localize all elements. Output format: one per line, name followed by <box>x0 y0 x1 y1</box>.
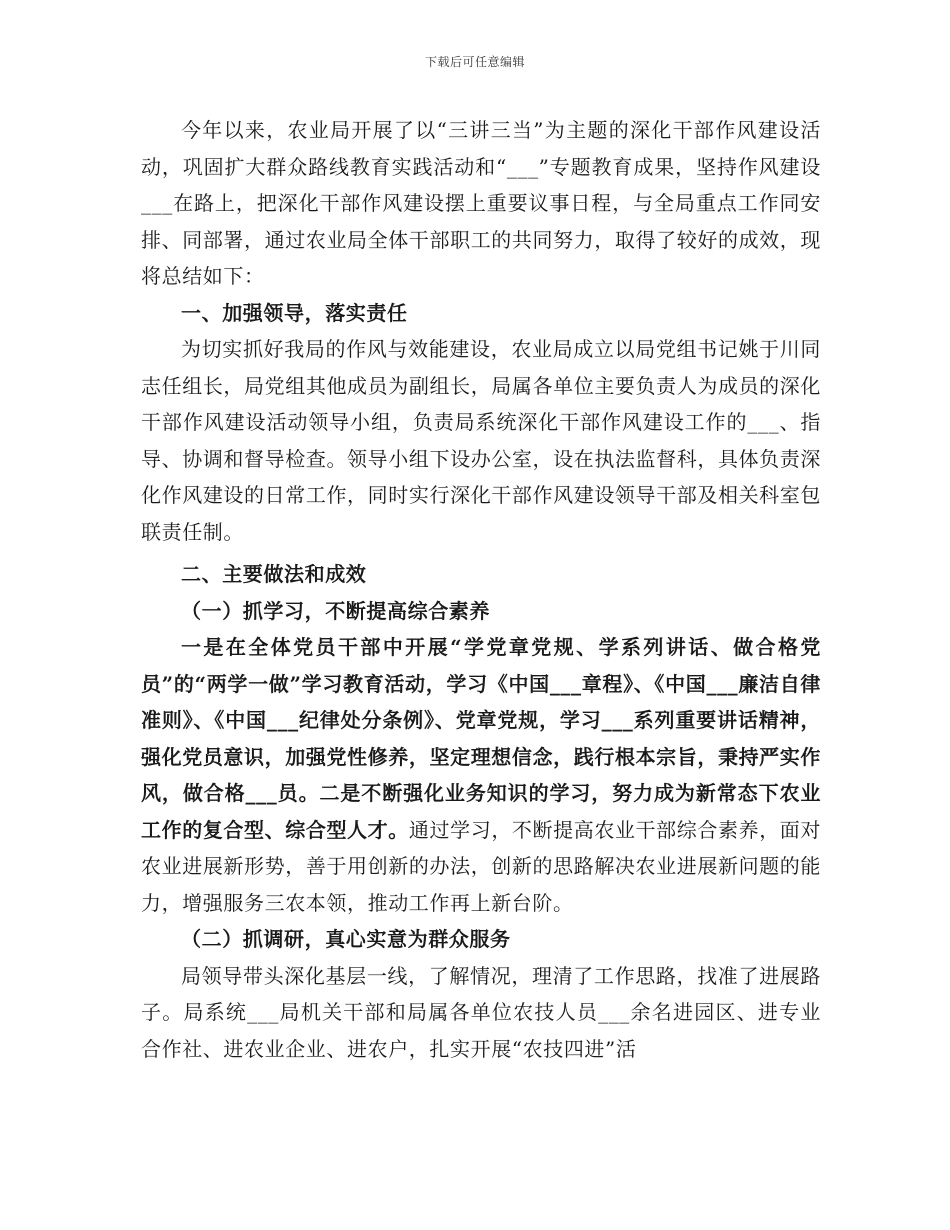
heading-subsection-1: （一）抓学习，不断提高综合素养 <box>181 598 490 623</box>
heading-section-1: 一、加强领导，落实责任 <box>181 300 408 325</box>
document-body <box>141 112 821 1067</box>
paragraph-research: 局领导带头深化基层一线，了解情况，理清了工作思路，找准了进展路子。局系统___局机关干部和局属各单位农技人员___余名进园区、进专业合作社、进农业企业、进农户，扎实开展“农技四进”活 <box>141 963 821 1061</box>
heading-section-2: 二、主要做法和成效 <box>181 562 367 586</box>
page-header: 下载后可任意编辑 <box>424 55 525 69</box>
paragraph-study-normal: 通过学习，不断提高农业干部综合素养，面对农业进展新形势，善于用创新的办法，创新的思路解决农业进展新问题的能力，增强服务三农本领，推动工作再上新台阶。 <box>141 817 822 915</box>
paragraph-intro: 今年以来，农业局开展了以“三讲三当”为主题的深化干部作风建设活动，巩固扩大群众路线教育实践活动和“___”专题教育成果，坚持作风建设___在路上，把深化干部作风建设摆上重要议事日程，与全局重点工作同安排、同部署，通过农业局全体干部职工的共同努力，取得了较好的成效，现将总结如下： <box>141 118 821 288</box>
paragraph-study <box>141 629 821 921</box>
paragraph-study-bold: 一是在全体党员干部中开展“学党章党规、学系列讲话、做合格党员”的“两学一做”学习教育活动，学习《中国___章程》、《中国___廉洁自律准则》、《中国___纪律处分条例》、党章党规，学习___系列重要讲话精神，强化党员意识，加强党性修养，坚定理想信念，践行根本宗旨，秉持严实作风，做合格___员。二是不断强化业务知识的学习，努力成为新常态下农业工作的复合型、综合型人才。 <box>141 635 821 842</box>
heading-subsection-2: （二）抓调研，真心实意为群众服务 <box>181 927 511 951</box>
paragraph-leadership: 为切实抓好我局的作风与效能建设，农业局成立以局党组书记姚于川同志任组长，局党组其他成员为副组长，局属各单位主要负责人为成员的深化干部作风建设活动领导小组，负责局系统深化干部作风建设工作的___、指导、协调和督导检查。领导小组下设办公室，设在执法监督科，具体负责深化作风建设的日常工作，同时实行深化干部作风建设领导干部及相关科室包联责任制。 <box>141 337 821 544</box>
